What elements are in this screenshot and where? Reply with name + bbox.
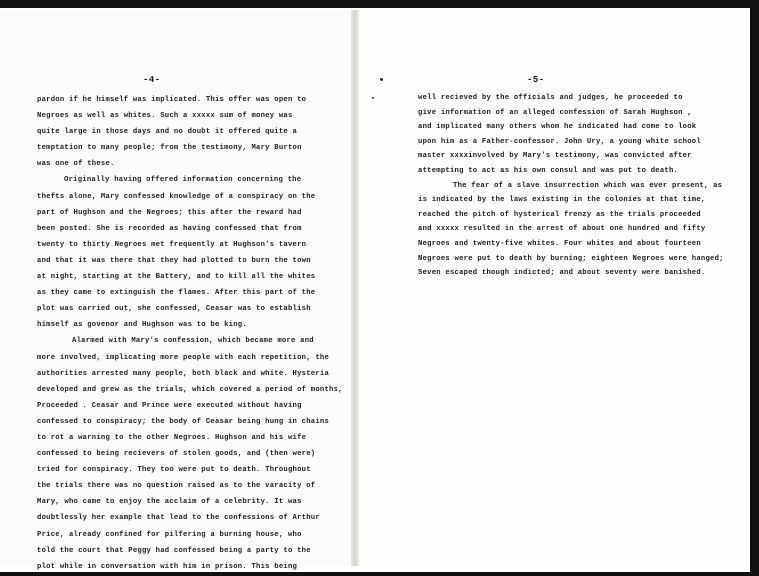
text-line: reached the pitch of hysterical frenzy as the trials proceeded — [418, 210, 701, 219]
text-line: tried for conspiracy. They too were put to death. Throughout — [37, 466, 311, 475]
text-line: the trials there was no question raised as to the varacity of — [37, 482, 316, 491]
left-page-text — [37, 92, 343, 575]
text-line: Proceeded . Ceasar and Prince were executed without having — [37, 401, 302, 410]
text-line: plot was carried out, she confessed, Ceasar was to establish — [37, 305, 311, 314]
text-line: plot while in conversation with him in prison. This being — [37, 562, 298, 571]
text-line: at night, starting at the Battery, and to kill all the whites — [37, 273, 316, 282]
text-line: well recieved by the officials and judges, he proceeded to — [418, 94, 683, 102]
text-line: more involved, implicating more people with each repetition, the — [37, 353, 330, 362]
text-line: told the court that Peggy had confessed being a party to the — [37, 546, 311, 555]
book-gutter — [351, 10, 359, 566]
text-line: as they came to extinguish the flames. After this part of the — [37, 289, 316, 298]
scan-speck — [380, 78, 383, 81]
text-line: himself as govenor and Hughson was to be king. — [37, 321, 247, 330]
text-line: developed and grew as the trials, which covered a period of months, — [37, 385, 343, 394]
text-line: pardon if he himself was implicated. This offer was open to — [37, 96, 307, 104]
text-line: and xxxxx resulted in the arrest of about one hundred and fifty — [418, 225, 706, 234]
text-line: Negroes and twenty-five whites. Four whites and about fourteen — [418, 239, 701, 248]
left-page-number: -4- — [143, 75, 161, 85]
text-line: was one of these. — [37, 160, 115, 169]
right-page-text — [418, 91, 724, 281]
text-line: quite large in those days and no doubt it offered quite a — [37, 128, 298, 137]
text-line: authorities arrested many people, both black and white. Hysteria — [37, 369, 330, 378]
scan-border-right — [750, 0, 759, 576]
text-line: Price, already confined for pilfering a burning house, who — [37, 530, 302, 539]
text-line: is indicated by the laws existing in the colonies at that time, — [418, 196, 706, 205]
text-line: confessed to being recievers of stolen goods, and (then were) — [37, 450, 316, 459]
text-line: The fear of a slave insurrection which was ever present, as — [453, 181, 723, 190]
text-line: been posted. She is recorded as having confessed that from — [37, 224, 302, 233]
text-line: upon him as a Father-confessor. John Ury, a young white school — [418, 137, 701, 146]
text-line: Originally having offered information concerning the — [64, 176, 302, 185]
text-line: twenty to thirty Negroes met frequently at Hughson's tavern — [37, 240, 307, 249]
text-line: Negroes as well as whites. Such a xxxxx sum of money was — [37, 112, 293, 121]
text-line: part of Hughson and the Negroes; this after the reward had — [37, 208, 302, 217]
text-line: thefts alone, Mary confessed knowledge of a conspiracy on the — [37, 192, 316, 201]
scan-speck — [372, 97, 374, 99]
text-line: attempting to act as his own consul and was put to death. — [418, 166, 679, 175]
text-line: give information of an alleged confession of Sarah Hughson , — [418, 108, 692, 117]
scan-border-top — [0, 0, 759, 8]
text-line: Alarmed with Mary's confession, which became more and — [72, 337, 314, 346]
right-page — [359, 10, 745, 566]
text-line: Negroes were put to death by burning; eighteen Negroes were hanged; — [418, 254, 724, 263]
left-page — [0, 10, 351, 571]
text-line: and implicated many others whom he indicated had come to look — [418, 123, 697, 132]
text-line: Mary, who came to enjoy the acclaim of a celebrity. It was — [37, 498, 302, 507]
text-line: Seven escaped though indicted; and about seventy were banished. — [418, 269, 706, 278]
right-page-number: -5- — [527, 75, 545, 85]
text-line: master xxxxinvolved by Mary's testimony, was convicted after — [418, 152, 692, 161]
text-line: doubtlessly her example that lead to the confessions of Arthur — [37, 514, 320, 523]
text-line: to rot a warning to the other Negroes. Hughson and his wife — [37, 433, 307, 442]
text-line: temptation to many people; from the testimony, Mary Burton — [37, 144, 302, 153]
text-line: and that it was there that they had plotted to burn the town — [37, 256, 311, 265]
text-line: confessed to conspiracy; the body of Ceasar being hung in chains — [37, 417, 330, 426]
